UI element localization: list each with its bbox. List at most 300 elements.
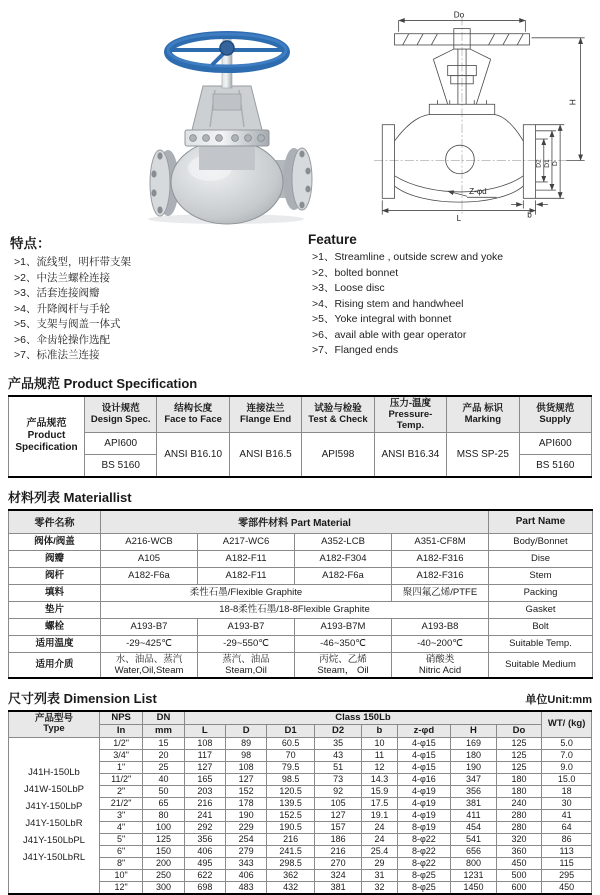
- spec-header-en: Marking: [464, 414, 502, 425]
- dim-col-header: L: [184, 724, 225, 737]
- material-section-title: [8, 487, 592, 506]
- material-value: A182-F6a: [295, 567, 392, 584]
- spec-header-en: Flange End: [239, 414, 292, 425]
- dim-value: 241.5: [267, 845, 315, 857]
- type-label: J41Y-150LbPL: [22, 835, 85, 846]
- dim-value: 64: [542, 821, 592, 833]
- material-en: Nitric Acid: [418, 664, 462, 676]
- dim-value: 381: [314, 881, 362, 894]
- dim-value: 15: [143, 737, 184, 749]
- dim-value: 200: [143, 857, 184, 869]
- dim-value: 180: [451, 749, 496, 761]
- dim-value: 800: [451, 857, 496, 869]
- type-label: J41Y-150LbR: [25, 818, 83, 829]
- dim-value: 40: [143, 773, 184, 785]
- dim-value: 139.5: [267, 797, 315, 809]
- material-row: [9, 567, 593, 584]
- dim-value: 73: [314, 773, 362, 785]
- dim-value: 65: [143, 797, 184, 809]
- spec-corner-cell: [9, 396, 85, 477]
- dim-value: 3": [99, 809, 142, 821]
- dim-value: 3/4": [99, 749, 142, 761]
- dim-value: 500: [496, 869, 542, 881]
- dim-value: 8": [99, 857, 142, 869]
- dim-value: 356: [184, 833, 225, 845]
- material-zh: 丙烷、乙烯: [319, 653, 367, 665]
- dim-col-header: H: [451, 724, 496, 737]
- dim-value: 541: [451, 833, 496, 845]
- features-list-zh: [10, 255, 308, 364]
- material-value: A193-B8: [392, 618, 489, 635]
- dim-value: 343: [226, 857, 267, 869]
- dim-value: 4-φ15: [397, 761, 451, 773]
- dim-value: 295: [542, 869, 592, 881]
- wt-header: WT/ (kg): [542, 711, 592, 738]
- spec-header-zh: 试验与检验: [314, 403, 362, 414]
- dim-value: 70: [267, 749, 315, 761]
- material-value: 柔性石墨/Flexible Graphite: [101, 584, 392, 601]
- spec-col-header: [447, 396, 519, 433]
- spec-header-zh: 结构长度: [174, 403, 213, 414]
- dim-label-do: Do: [453, 10, 465, 20]
- dim-value: 152.5: [267, 809, 315, 821]
- dim-value: 120.5: [267, 785, 315, 797]
- dim-value: 14.3: [362, 773, 397, 785]
- type-header-zh: 产品型号: [34, 713, 73, 724]
- spec-value: ANSI B16.10: [157, 432, 229, 477]
- type-label: J41H-150Lb: [28, 767, 80, 778]
- dim-value: 186: [314, 833, 362, 845]
- dim-col-header: D: [226, 724, 267, 737]
- dim-col-header: Do: [496, 724, 542, 737]
- spec-header-zh: 连接法兰: [246, 403, 285, 414]
- spec-header-en: Pressure-Temp.: [388, 408, 433, 431]
- spec-col-header: [374, 396, 446, 433]
- spec-header-en: Supply: [539, 414, 572, 425]
- dim-value: 190: [451, 761, 496, 773]
- features-title-zh: 特点：: [10, 236, 51, 251]
- dim-value: 216: [314, 845, 362, 857]
- material-value: [198, 652, 295, 678]
- dim-value: 356: [451, 785, 496, 797]
- material-value: A216-WCB: [101, 533, 198, 550]
- material-value: [295, 652, 392, 678]
- dim-value: 125: [496, 749, 542, 761]
- material-row: [9, 635, 593, 652]
- dim-value: 19.1: [362, 809, 397, 821]
- dimension-section-title: [8, 688, 592, 707]
- dim-value: 15.9: [362, 785, 397, 797]
- dim-value: 190: [226, 809, 267, 821]
- material-row: [9, 550, 593, 567]
- part-name-zh: 阀杆: [9, 567, 101, 584]
- material-value: A182-F11: [198, 567, 295, 584]
- material-value: [392, 652, 489, 678]
- dim-value: 254: [226, 833, 267, 845]
- type-label: J41Y-150LbP: [25, 801, 83, 812]
- part-name-en: Suitable Temp.: [489, 635, 593, 652]
- dim-value: 4-φ15: [397, 749, 451, 761]
- dim-value: 280: [496, 809, 542, 821]
- spec-header-zh: 压力-温度: [389, 397, 431, 409]
- dim-value: 108: [184, 737, 225, 749]
- spec-col-header: [229, 396, 301, 433]
- dimension-header-row-1: [9, 711, 592, 725]
- dim-value: 86: [542, 833, 592, 845]
- dim-value: 381: [451, 797, 496, 809]
- dim-value: 18: [542, 785, 592, 797]
- dim-value: 2": [99, 785, 142, 797]
- part-name-zh: 适用介质: [9, 652, 101, 678]
- dim-value: 216: [267, 833, 315, 845]
- dim-value: 80: [143, 809, 184, 821]
- type-label: J41W-150LbP: [23, 784, 84, 795]
- spec-header-zh: 供货规范: [536, 403, 575, 414]
- dim-value: 4-φ19: [397, 797, 451, 809]
- dim-value: 24: [362, 821, 397, 833]
- material-value: A182-F316: [392, 550, 489, 567]
- material-value: [101, 652, 198, 678]
- unit-label: 单位Unit:mm: [525, 693, 592, 706]
- dim-value: 12": [99, 881, 142, 894]
- dim-value: 12: [362, 761, 397, 773]
- dim-value: 4-φ15: [397, 737, 451, 749]
- material-col1-header: 零件名称: [9, 510, 101, 534]
- dim-label-d1: D1: [543, 159, 551, 168]
- dim-value: 250: [143, 869, 184, 881]
- dim-value: 4-φ19: [397, 809, 451, 821]
- list-item: >1、流线型，明杆带支架: [14, 256, 131, 268]
- material-value: A182-F11: [198, 550, 295, 567]
- dim-value: 127: [184, 761, 225, 773]
- part-name-en: Suitable Medium: [489, 652, 593, 678]
- spec-title-text: 产品规范 Product Specification: [8, 375, 198, 391]
- part-name-en: Dise: [489, 550, 593, 567]
- dim-value: 152: [226, 785, 267, 797]
- part-name-zh: 阀体/阀盖: [9, 533, 101, 550]
- dim-value: 8-φ22: [397, 833, 451, 845]
- dim-value: 203: [184, 785, 225, 797]
- spec-corner-zh: 产品规范: [26, 418, 67, 429]
- material-table: [8, 509, 593, 679]
- dim-value: 127: [226, 773, 267, 785]
- spec-col-header: [519, 396, 591, 433]
- dim-label-b: b: [527, 210, 532, 220]
- dim-label-d: D: [552, 161, 560, 166]
- material-value: -40~200℃: [392, 635, 489, 652]
- dim-value: 10: [362, 737, 397, 749]
- top-drawings: [8, 4, 592, 226]
- dim-value: 60.5: [267, 737, 315, 749]
- material-zh: 硝酸类: [425, 653, 455, 665]
- dim-value: 30: [542, 797, 592, 809]
- material-value: A217-WC6: [198, 533, 295, 550]
- dim-value: 105: [314, 797, 362, 809]
- diagram-lines: [374, 16, 585, 215]
- material-mid-header: 零部件材料 Part Material: [101, 510, 489, 534]
- material-value: A193-B7M: [295, 618, 392, 635]
- dim-value: 324: [314, 869, 362, 881]
- dim-value: 117: [184, 749, 225, 761]
- features-title-en: Feature: [308, 232, 357, 247]
- dim-label-h: H: [568, 99, 578, 106]
- dim-value: 362: [267, 869, 315, 881]
- dim-value: 454: [451, 821, 496, 833]
- spec-value: MSS SP-25: [447, 432, 519, 477]
- dim-value: 125: [496, 737, 542, 749]
- dim-value: 92: [314, 785, 362, 797]
- spec-col-header: [157, 396, 229, 433]
- material-value: 18-8柔性石墨/18-8Flexible Graphite: [101, 601, 489, 618]
- spec-value: API600: [519, 432, 591, 454]
- spec-header-en: Design Spec.: [90, 414, 151, 425]
- part-name-en: Body/Bonnet: [489, 533, 593, 550]
- dim-value: 5": [99, 833, 142, 845]
- part-name-en: Packing: [489, 584, 593, 601]
- type-header-en: Type: [43, 723, 65, 734]
- spec-corner-en: Product Specification: [15, 430, 78, 453]
- dim-value: 8-φ25: [397, 869, 451, 881]
- dim-value: 270: [314, 857, 362, 869]
- part-name-en: Stem: [489, 567, 593, 584]
- dim-value: 89: [226, 737, 267, 749]
- dim-value: 298.5: [267, 857, 315, 869]
- dim-value: 495: [184, 857, 225, 869]
- dim-value: 1450: [451, 881, 496, 894]
- features-zh: [8, 230, 308, 364]
- list-item: >2、中法兰螺栓连接: [14, 271, 110, 284]
- part-name-zh: 适用温度: [9, 635, 101, 652]
- list-item: >2、bolted bonnet: [312, 266, 399, 279]
- dim-value: 113: [542, 845, 592, 857]
- material-header-row: [9, 510, 593, 534]
- list-item: >6、伞齿轮操作选配: [14, 333, 110, 346]
- dim-value: 43: [314, 749, 362, 761]
- dim-value: 50: [143, 785, 184, 797]
- dim-value: 241: [184, 809, 225, 821]
- features-en: [308, 230, 592, 364]
- dim-value: 98: [226, 749, 267, 761]
- dim-value: 5.0: [542, 737, 592, 749]
- dim-value: 8-φ22: [397, 857, 451, 869]
- dim-value: 4-φ16: [397, 773, 451, 785]
- dim-value: 25: [143, 761, 184, 773]
- dim-value: 8-φ19: [397, 821, 451, 833]
- dim-col-header: D1: [267, 724, 315, 737]
- dim-value: 450: [496, 857, 542, 869]
- material-value: A105: [101, 550, 198, 567]
- type-label: J41Y-150LbRL: [22, 852, 86, 863]
- list-item: >3、活套连接阀瓣: [14, 287, 100, 299]
- dim-value: 180: [496, 773, 542, 785]
- dim-value: 300: [143, 881, 184, 894]
- material-en: Steam,Oil: [225, 664, 267, 676]
- dim-value: 79.5: [267, 761, 315, 773]
- valve-photo-group: [148, 32, 312, 224]
- part-name-zh: 螺栓: [9, 618, 101, 635]
- dim-value: 216: [184, 797, 225, 809]
- list-item: >5、Yoke integral with bonnet: [312, 313, 452, 325]
- spec-header-zh: 产品 标识: [462, 403, 504, 414]
- dim-value: 698: [184, 881, 225, 894]
- dim-value: 180: [496, 785, 542, 797]
- list-item: >7、标准法兰连接: [14, 349, 100, 361]
- dim-value: 24: [362, 833, 397, 845]
- type-list: [9, 737, 100, 894]
- material-value: -46~350℃: [295, 635, 392, 652]
- material-title-text: 材料列表 Materiallist: [8, 489, 132, 505]
- dim-value: 7.0: [542, 749, 592, 761]
- dim-label-z-phi-d: Z-φd: [469, 187, 487, 197]
- spec-value: ANSI B16.5: [229, 432, 301, 477]
- dim-value: 115: [542, 857, 592, 869]
- dim-label-l: L: [456, 213, 462, 223]
- spec-section-title: [8, 373, 592, 392]
- dimension-row: [9, 737, 592, 749]
- dim-value: 25.4: [362, 845, 397, 857]
- dim-value: 360: [496, 845, 542, 857]
- dim-col-header: z-φd: [397, 724, 451, 737]
- valve-photo: [96, 6, 336, 226]
- dim-value: 17.5: [362, 797, 397, 809]
- nps-header: NPS: [99, 711, 142, 725]
- dim-value: 240: [496, 797, 542, 809]
- list-item: >4、Rising stem and handwheel: [312, 297, 464, 310]
- material-zh: 水、油品、蒸汽: [115, 653, 183, 665]
- dim-value: 127: [314, 809, 362, 821]
- dim-value: 1/2": [99, 737, 142, 749]
- material-value: 聚四氟乙烯/PTFE: [392, 584, 489, 601]
- dim-value: 406: [184, 845, 225, 857]
- dim-value: 157: [314, 821, 362, 833]
- material-value: A182-F304: [295, 550, 392, 567]
- part-name-zh: 填料: [9, 584, 101, 601]
- dim-value: 279: [226, 845, 267, 857]
- part-name-en: Bolt: [489, 618, 593, 635]
- spec-value: ANSI B16.34: [374, 432, 446, 477]
- list-item: >3、Loose disc: [312, 282, 385, 294]
- dim-value: 125: [143, 833, 184, 845]
- dim-value: 32: [362, 881, 397, 894]
- material-row: [9, 533, 593, 550]
- dim-value: 4-φ19: [397, 785, 451, 797]
- material-value: A182-F316: [392, 567, 489, 584]
- material-row: [9, 584, 593, 601]
- dim-value: 656: [451, 845, 496, 857]
- valve-dimension-diagram: [370, 6, 600, 224]
- part-name-zh: 垫片: [9, 601, 101, 618]
- spec-col-header: [302, 396, 374, 433]
- list-item: >1、Streamline , outside screw and yoke: [312, 251, 504, 263]
- dim-value: 165: [184, 773, 225, 785]
- dim-value: 450: [542, 881, 592, 894]
- dim-value: 51: [314, 761, 362, 773]
- list-item: >7、Flanged ends: [312, 344, 399, 356]
- dim-value: 8-φ22: [397, 845, 451, 857]
- dim-value: 21/2": [99, 797, 142, 809]
- dim-value: 125: [496, 761, 542, 773]
- part-name-zh: 阀瓣: [9, 550, 101, 567]
- dim-value: 100: [143, 821, 184, 833]
- dim-value: 10": [99, 869, 142, 881]
- dim-value: 169: [451, 737, 496, 749]
- dim-col-header: D2: [314, 724, 362, 737]
- dim-value: 347: [451, 773, 496, 785]
- material-en: Water,Oil,Steam: [114, 664, 184, 676]
- spec-header-en: Test & Check: [308, 414, 368, 425]
- material-value: A182-F6a: [101, 567, 198, 584]
- dim-value: 150: [143, 845, 184, 857]
- dim-col-header: mm: [143, 724, 184, 737]
- material-value: A193-B7: [198, 618, 295, 635]
- material-value: A351-CF8M: [392, 533, 489, 550]
- dim-value: 622: [184, 869, 225, 881]
- dim-value: 31: [362, 869, 397, 881]
- type-col-header: [9, 711, 100, 738]
- spec-value: API600: [85, 432, 157, 454]
- spec-col-header: [85, 396, 157, 433]
- dim-value: 178: [226, 797, 267, 809]
- dim-value: 320: [496, 833, 542, 845]
- dim-value: 20: [143, 749, 184, 761]
- dim-value: 292: [184, 821, 225, 833]
- material-zh: 蒸汽、油品: [222, 653, 270, 665]
- dim-value: 108: [226, 761, 267, 773]
- dim-value: 4": [99, 821, 142, 833]
- material-row: [9, 652, 593, 678]
- dim-value: 41: [542, 809, 592, 821]
- dim-col-header: In: [99, 724, 142, 737]
- spec-table: [8, 395, 592, 478]
- class-header: Class 150Lb: [184, 711, 542, 725]
- features-section: [8, 230, 592, 364]
- dim-value: 229: [226, 821, 267, 833]
- spec-value-row: [9, 432, 592, 454]
- material-right-header: Part Name: [489, 510, 593, 534]
- dimension-table: [8, 710, 592, 895]
- spec-header-zh: 设计规范: [101, 403, 140, 414]
- dim-value: 9.0: [542, 761, 592, 773]
- material-row: [9, 618, 593, 635]
- features-list-en: [308, 250, 592, 359]
- dim-value: 15.0: [542, 773, 592, 785]
- dimension-title-text: 尺寸列表 Dimension List: [8, 690, 157, 706]
- material-value: -29~425℃: [101, 635, 198, 652]
- material-value: -29~550℃: [198, 635, 295, 652]
- dim-value: 35: [314, 737, 362, 749]
- dim-value: 280: [496, 821, 542, 833]
- list-item: >5、支架与阀盖一体式: [14, 318, 121, 330]
- dim-value: 29: [362, 857, 397, 869]
- material-en: Steam， Oil: [317, 664, 369, 676]
- spec-header-row: [9, 396, 592, 433]
- dim-value: 6": [99, 845, 142, 857]
- dim-value: 8-φ25: [397, 881, 451, 894]
- spec-value: BS 5160: [85, 454, 157, 477]
- spec-header-en: Face to Face: [164, 414, 222, 425]
- spec-value: API598: [302, 432, 374, 477]
- dim-value: 11/2": [99, 773, 142, 785]
- dim-value: 600: [496, 881, 542, 894]
- dim-label-d2: D2: [535, 159, 543, 168]
- material-row: [9, 601, 593, 618]
- dim-value: 406: [226, 869, 267, 881]
- dim-value: 483: [226, 881, 267, 894]
- dim-value: 1231: [451, 869, 496, 881]
- dim-col-header: b: [362, 724, 397, 737]
- list-item: >6、avail able with gear operator: [312, 328, 467, 341]
- dim-value: 432: [267, 881, 315, 894]
